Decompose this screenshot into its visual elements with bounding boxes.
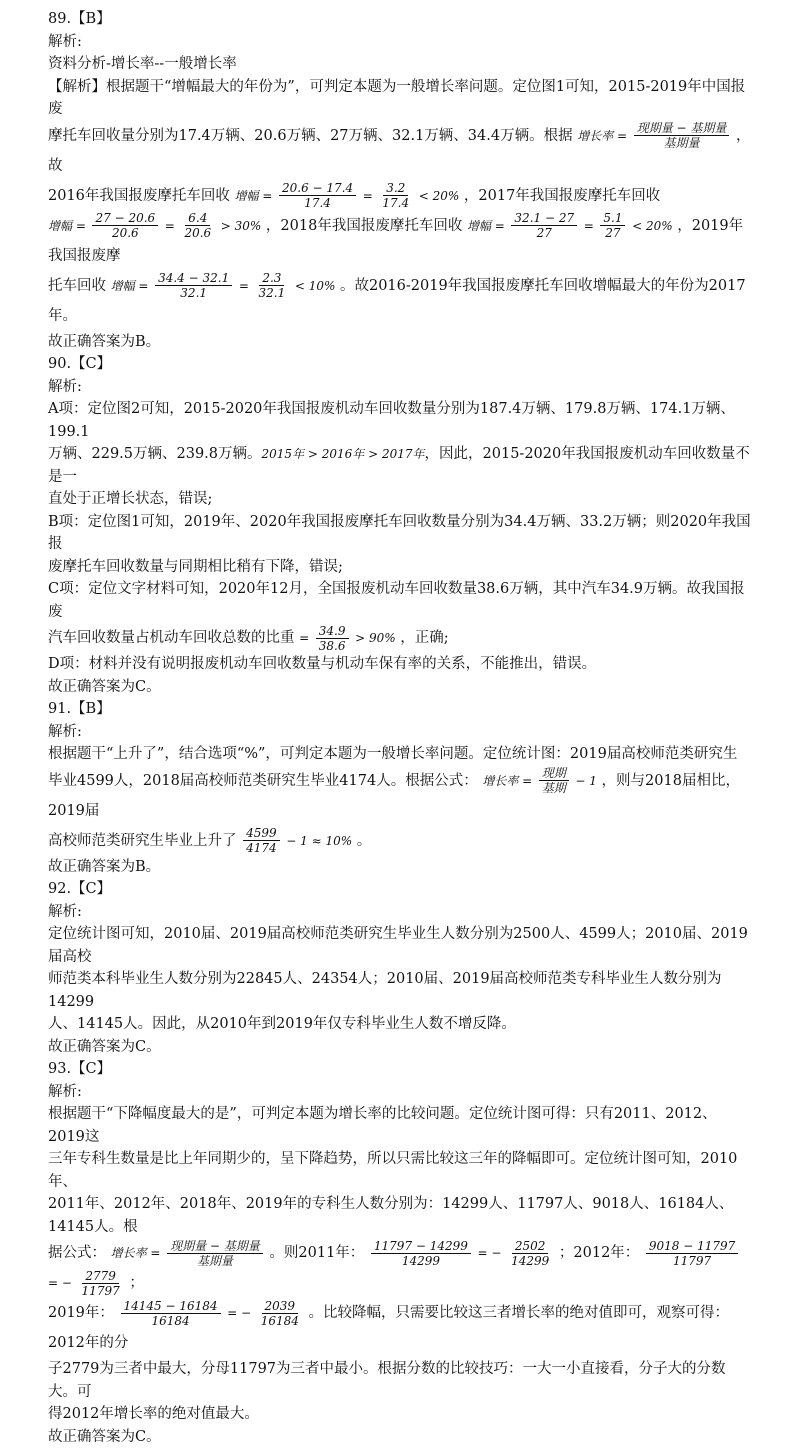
q90-option-c-2: 汽车回收数量占机动车回收总数的比重 = $\frac{34.9}{38.6}$ > 90% ，正确; bbox=[48, 623, 752, 653]
q89-para-4: 增幅 = $\frac{27 - 20.6}{20.6}$ = $\frac{6.4}{20.6}$ > 30% ，2018年我国报废摩托车回收 增幅 = $\frac{32.1 - 27}{27}$ = $\frac{5.1}{27}$ < 20% ，2019年我国报废摩 bbox=[48, 211, 752, 271]
q89-topic: 资料分析-增长率--一般增长率 bbox=[48, 53, 752, 76]
q90-jiexi: 解析: bbox=[48, 376, 752, 399]
q90-option-a-1: A项：定位图2可知，2015-2020年我国报废机动车回收数量分别为187.4万辆、179.8万辆、174.1万辆、199.1 bbox=[48, 398, 752, 443]
q90-header: 90.【C】 bbox=[48, 353, 752, 376]
growth-formula-93: $\frac{\text{现期量 − 基期量}}{\text{基期量}}$ bbox=[167, 1239, 263, 1268]
q89-para-3: 2016年我国报废摩托车回收 增幅 = $\frac{20.6 - 17.4}{17.4}$ = $\frac{3.2}{17.4}$ < 20% ，2017年我国报废摩托车回收 bbox=[48, 181, 752, 211]
growth-formula: $\frac{\text{现期量 − 基期量}}{\text{基期量}}$ bbox=[634, 121, 730, 150]
q91-para-1: 根据题干“上升了”，结合选项“%”，可判定本题为一般增长率问题。定位统计图：2019届高校师范类研究生 bbox=[48, 743, 752, 766]
q89-answer: 故正确答案为B。 bbox=[48, 331, 752, 354]
fraction-2019-93: $\frac{14145 - 16184}{16184}$ bbox=[121, 1299, 221, 1328]
q93-para-2: 三年专科生数量是比上年同期少的，呈下降趋势，所以只需比较这三年的降幅即可。定位统计图可知，2010年、 bbox=[48, 1148, 752, 1193]
fraction-car-share: $\frac{34.9}{38.6}$ bbox=[316, 624, 349, 653]
q89-header: 89.【B】 bbox=[48, 8, 752, 31]
q90-option-a-2: 万辆、229.5万辆、239.8万辆。2015年 > 2016年 > 2017年，因此，2015-2020年我国报废机动车回收数量不是一 bbox=[48, 443, 752, 488]
q91-para-3: 高校师范类研究生毕业上升了 $\frac{4599}{4174}$ − 1 ≈ 10% 。 bbox=[48, 826, 752, 856]
q92-para-3: 人、14145人。因此，从2010年到2019年仅专科毕业生人数不增反降。 bbox=[48, 1013, 752, 1036]
q92-para-2: 师范类本科毕业生人数分别为22845人、24354人；2010届、2019届高校师范类专科毕业生人数分别为14299 bbox=[48, 968, 752, 1013]
q93-jiexi: 解析: bbox=[48, 1081, 752, 1104]
q91-jiexi: 解析: bbox=[48, 721, 752, 744]
q89-para-1: 【解析】根据题干“增幅最大的年份为”，可判定本题为一般增长率问题。定位图1可知，2015-2019年中国报废 bbox=[48, 76, 752, 121]
q90-option-a-3: 直处于正增长状态，错误; bbox=[48, 488, 752, 511]
q93-para-1: 根据题干“下降幅度最大的是”，可判定本题为增长率的比较问题。定位统计图可得：只有2011、2012、2019这 bbox=[48, 1103, 752, 1148]
q93-para-7: 得2012年增长率的绝对值最大。 bbox=[48, 1403, 752, 1426]
fraction-2018: $\frac{32.1 - 27}{27}$ bbox=[511, 211, 577, 240]
q93-para-4: 据公式： 增长率 = $\frac{\text{现期量 − 基期量}}{\text{基期量}}$ 。则2011年： $\frac{11797 - 14299}{14299}$ = − $\frac{2502}{14299}$ ；2012年： $\frac{9018 - 11797}{11797}$ = − $\frac{2779}{11797}$ ； bbox=[48, 1238, 752, 1298]
growth-formula-simple: $\frac{\text{现期}}{\text{基期}}$ bbox=[539, 766, 569, 795]
q90-option-b-2: 废摩托车回收数量与同期相比稍有下降，错误; bbox=[48, 556, 752, 579]
fraction-graduates: $\frac{4599}{4174}$ bbox=[243, 826, 280, 855]
q92-para-1: 定位统计图可知，2010届、2019届高校师范类研究生毕业生人数分别为2500人、4599人；2010届、2019届高校 bbox=[48, 923, 752, 968]
q92-jiexi: 解析: bbox=[48, 901, 752, 924]
q89-jiexi: 解析: bbox=[48, 31, 752, 54]
q93-answer: 故正确答案为C。 bbox=[48, 1426, 752, 1448]
q90-answer: 故正确答案为C。 bbox=[48, 676, 752, 699]
q90-option-d-1: D项：材料并没有说明报废机动车回收数量与机动车保有率的关系，不能推出，错误。 bbox=[48, 653, 752, 676]
q93-para-6: 子2779为三者中最大，分母11797为三者中最小。根据分数的比较技巧：一大一小直接看，分子大的分数大。可 bbox=[48, 1358, 752, 1403]
fraction-2011: $\frac{11797 - 14299}{14299}$ bbox=[371, 1239, 471, 1268]
q90-option-b-1: B项：定位图1可知，2019年、2020年我国报废摩托车回收数量分别为34.4万辆、33.2万辆；则2020年我国报 bbox=[48, 511, 752, 556]
q92-header: 92.【C】 bbox=[48, 878, 752, 901]
q91-header: 91.【B】 bbox=[48, 698, 752, 721]
fraction-2016: $\frac{20.6 - 17.4}{17.4}$ bbox=[279, 181, 356, 210]
growth-formula-label: 增长率 = bbox=[577, 129, 627, 143]
q90-option-c-1: C项：定位文字材料可知，2020年12月，全国报废机动车回收数量38.6万辆，其中汽车34.9万辆。故我国报废 bbox=[48, 578, 752, 623]
fraction-2019: $\frac{34.4 - 32.1}{32.1}$ bbox=[155, 271, 232, 300]
q89-para-2: 摩托车回收量分别为17.4万辆、20.6万辆、27万辆、32.1万辆、34.4万辆。根据 增长率 = $\frac{\text{现期量 − 基期量}}{\text{基期量}}$ ，故 bbox=[48, 121, 752, 181]
fraction-2017: $\frac{27 - 20.6}{20.6}$ bbox=[92, 211, 158, 240]
q93-para-5: 2019年： $\frac{14145 - 16184}{16184}$ = − $\frac{2039}{16184}$ 。比较降幅，只需要比较这三者增长率的绝对值即可，观察可得：2012年的分 bbox=[48, 1298, 752, 1358]
q89-para-5: 托车回收 增幅 = $\frac{34.4 - 32.1}{32.1}$ = $\frac{2.3}{32.1}$ < 10% 。故2016-2019年我国报废摩托车回收增幅最大的年份为2017年。 bbox=[48, 271, 752, 331]
q93-para-3: 2011年、2012年、2018年、2019年的专科生人数分别为：14299人、11797人、9018人、16184人、14145人。根 bbox=[48, 1193, 752, 1238]
q91-para-2: 毕业4599人，2018届高校师范类研究生毕业4174人。根据公式： 增长率 = $\frac{\text{现期}}{\text{基期}}$ − 1 ，则与2018届相比，2019届 bbox=[48, 766, 752, 826]
fraction-2012: $\frac{9018 - 11797}{11797}$ bbox=[646, 1239, 738, 1268]
q93-header: 93.【C】 bbox=[48, 1058, 752, 1081]
solution-document bbox=[48, 8, 752, 1448]
q92-answer: 故正确答案为C。 bbox=[48, 1036, 752, 1059]
q91-answer: 故正确答案为B。 bbox=[48, 856, 752, 879]
